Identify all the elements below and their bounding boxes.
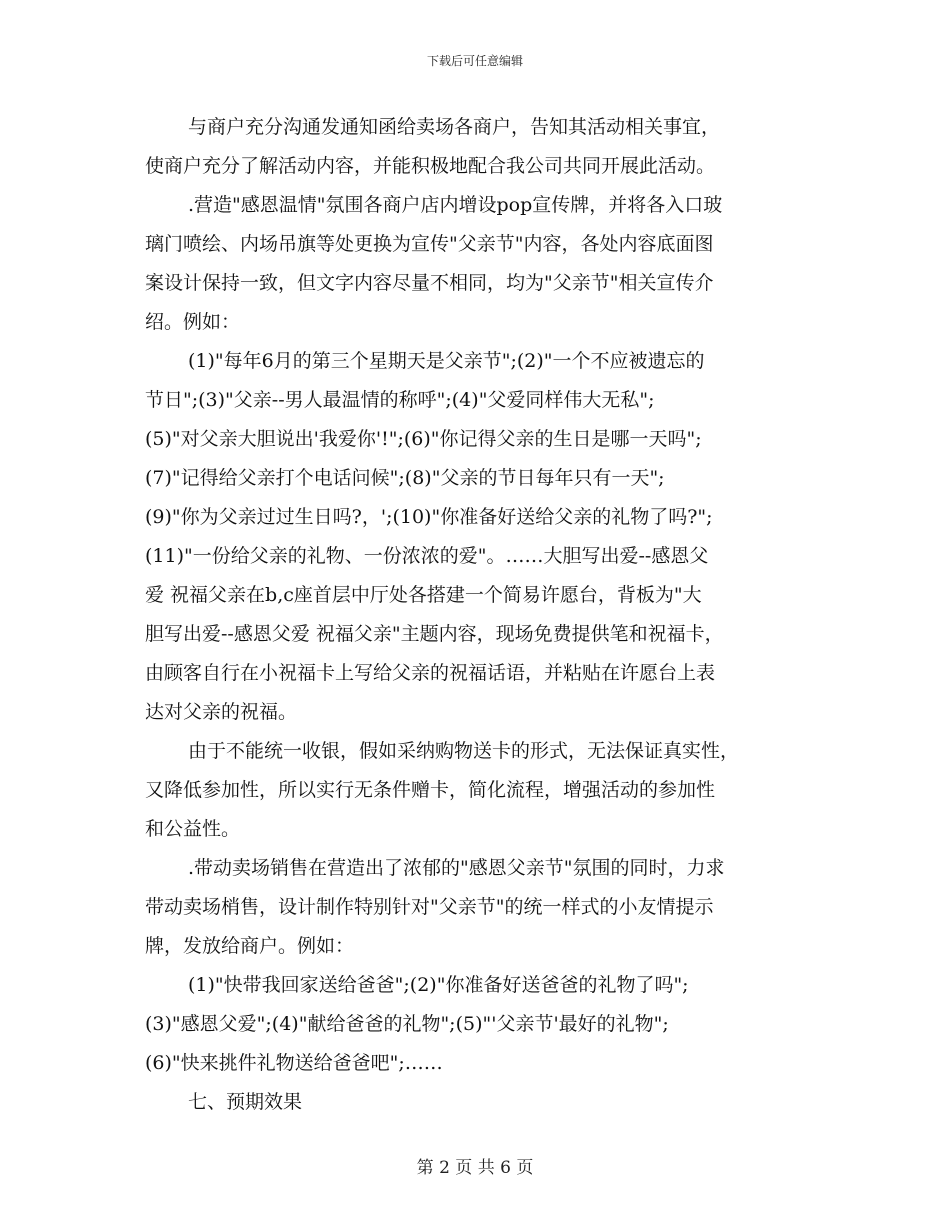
text-line: (7)"记得给父亲打个电话问候";(8)"父亲的节日每年只有一天"; [145, 467, 665, 489]
text-line: (1)"快带我回家送给爸爸";(2)"你准备好送爸爸的礼物了吗"; [188, 974, 689, 996]
text-line: (11)"一份给父亲的礼物、一份浓浓的爱"。……大胆写出爱--感恩父 [145, 545, 709, 567]
text-line: (1)"每年6月的第三个星期天是父亲节";(2)"一个不应被遗忘的 [188, 350, 705, 372]
text-line: 带动卖场梢售，设计制作特别针对"父亲节"的统一样式的小友情提示 [145, 896, 714, 918]
page-header: 下载后可任意编辑 [426, 54, 523, 68]
text-line: (9)"你为父亲过过生日吗?，';(10)"你准备好送给父亲的礼物了吗?"; [145, 506, 713, 528]
text-line: 达对父亲的祝福。 [145, 701, 298, 723]
text-line: (5)"对父亲大胆说出'我爱你'!";(6)"你记得父亲的生日是哪一天吗"; [145, 428, 702, 450]
text-line: 节日";(3)"父亲--男人最温情的称呼";(4)"父爱同样伟大无私"; [145, 389, 655, 411]
text-line: 由于不能统一收银，假如采纳购物送卡的形式，无法保证真实性， [188, 740, 740, 762]
text-line: (6)"快来挑件礼物送给爸爸吧";…… [145, 1052, 443, 1074]
text-line: 使商户充分了解活动内容，并能积极地配合我公司共同开展此活动。 [145, 155, 716, 177]
text-line: 璃门喷绘、内场吊旗等处更换为宣传"父亲节"内容，各处内容底面图 [145, 233, 714, 255]
text-line: 由顾客自行在小祝福卡上写给父亲的祝福话语，并粘贴在许愿台上表 [145, 662, 716, 684]
text-line: 爱 祝福父亲在b,c座首层中厅处各搭建一个简易许愿台，背板为"大 [145, 584, 702, 606]
text-line: .带动卖场销售在营造出了浓郁的"感恩父亲节"氛围的同时，力求 [188, 857, 725, 879]
text-line: .营造"感恩温情"氛围各商户店内增设pop宣传牌，并将各入口玻 [188, 194, 723, 216]
document-body [145, 108, 815, 1122]
text-line: 七、预期效果 [188, 1091, 303, 1113]
text-line: 和公益性。 [145, 818, 241, 840]
text-line: 牌，发放给商户。例如： [145, 935, 355, 957]
text-line: 又降低参加性，所以实行无条件赠卡，简化流程，增强活动的参加性 [145, 779, 716, 801]
text-line: 绍。例如： [145, 311, 241, 333]
text-line: (3)"感恩父爱";(4)"献给爸爸的礼物";(5)"'父亲节'最好的礼物"; [145, 1013, 669, 1035]
text-line: 与商户充分沟通发通知函给卖场各商户，告知其活动相关事宜， [188, 116, 721, 138]
text-line: 胆写出爱--感恩父爱 祝福父亲"主题内容，现场免费提供笔和祝福卡， [145, 623, 724, 645]
text-line: 案设计保持一致，但文字内容尽量不相同，均为"父亲节"相关宣传介 [145, 272, 714, 294]
page-footer: 第 2 页 共 6 页 [416, 1158, 534, 1178]
